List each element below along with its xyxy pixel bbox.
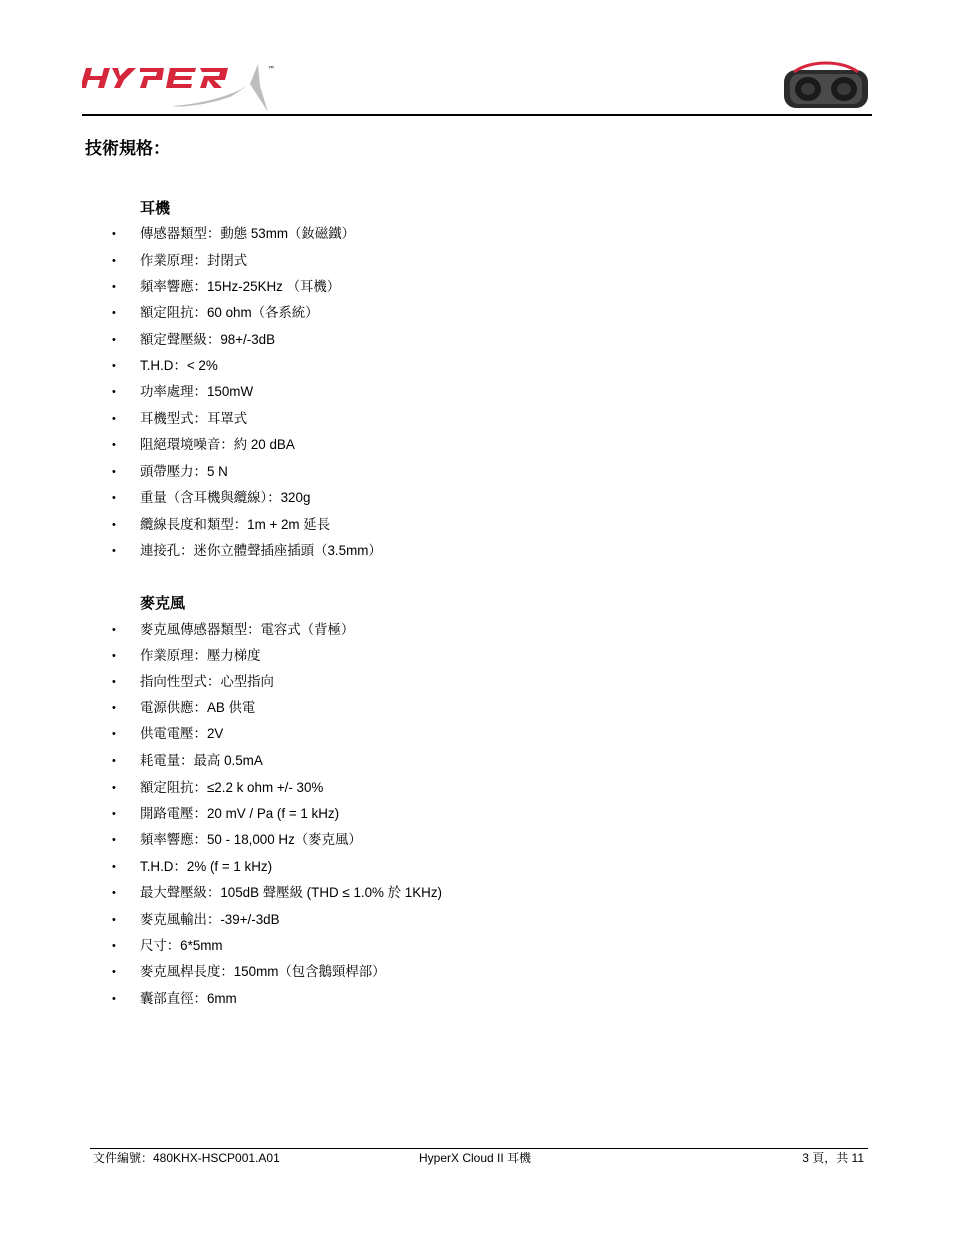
spec-text: 耗電量：最高 0.5mA [140, 753, 263, 768]
bullet-icon: • [112, 281, 116, 293]
spec-text: 額定阻抗：≤2.2 k ohm +/- 30% [140, 780, 324, 795]
bullet-icon: • [112, 728, 116, 740]
spec-text: 開路電壓：20 mV / Pa (f = 1 kHz) [140, 806, 340, 821]
bullet-icon: • [112, 808, 116, 820]
section-heading-headphones: 耳機 [140, 200, 171, 217]
spec-text: 尺寸：6*5mm [140, 938, 223, 953]
page-title: 技術規格： [85, 139, 170, 158]
page-header [82, 52, 872, 116]
bullet-icon: • [112, 360, 116, 372]
spec-text: T.H.D：< 2% [140, 358, 218, 373]
spec-text: 連接孔：迷你立體聲插座插頭（3.5mm） [140, 543, 382, 558]
bullet-icon: • [112, 413, 116, 425]
bullet-icon: • [112, 228, 116, 240]
spec-text: 電源供應：AB 供電 [140, 700, 256, 715]
bullet-icon: • [112, 940, 116, 952]
footer-product: HyperX Cloud II 耳機 [419, 1151, 532, 1165]
bullet-icon: • [112, 861, 116, 873]
bullet-icon: • [112, 334, 116, 346]
spec-text: 額定阻抗：60 ohm（各系統） [140, 305, 319, 320]
bullet-icon: • [112, 782, 116, 794]
spec-text: T.H.D：2% (f = 1 kHz) [140, 859, 273, 874]
bullet-icon: • [112, 966, 116, 978]
spec-text: 麥克風輸出：-39+/-3dB [140, 912, 280, 927]
bullet-icon: • [112, 307, 116, 319]
footer-rule [90, 1148, 868, 1149]
spec-text: 供電電壓：2V [140, 726, 224, 741]
bullet-icon: • [112, 519, 116, 531]
spec-text: 最大聲壓級：105dB 聲壓級 (THD ≤ 1.0% 於 1KHz) [140, 885, 443, 900]
spec-text: 作業原理：壓力梯度 [140, 648, 261, 663]
svg-text:™: ™ [268, 66, 274, 72]
bullet-icon: • [112, 755, 116, 767]
bullet-icon: • [112, 650, 116, 662]
bullet-icon: • [112, 702, 116, 714]
spec-text: 頻率響應：50 - 18,000 Hz（麥克風） [140, 832, 362, 847]
bullet-icon: • [112, 492, 116, 504]
spec-text: 麥克風桿長度：150mm（包含鵝頸桿部） [140, 964, 386, 979]
spec-text: 作業原理：封閉式 [140, 253, 248, 268]
bullet-icon: • [112, 676, 116, 688]
header-rule [82, 114, 872, 116]
spec-text: 囊部直徑：6mm [140, 991, 237, 1006]
spec-text: 傳感器類型：動態 53mm（釹磁鐵） [140, 226, 356, 241]
spec-text: 額定聲壓級：98+/-3dB [140, 332, 276, 347]
spec-text: 頻率響應：15Hz-25KHz （耳機） [140, 279, 341, 294]
bullet-icon: • [112, 834, 116, 846]
spec-text: 頭帶壓力：5 N [140, 464, 228, 479]
spec-text: 纜線長度和類型：1m + 2m 延長 [140, 517, 331, 532]
bullet-icon: • [112, 624, 116, 636]
footer-doc-number: 文件編號：480KHX-HSCP001.A01 [93, 1151, 280, 1165]
section-heading-microphone: 麥克風 [140, 595, 186, 612]
spec-text: 重量（含耳機與纜線）：320g [140, 490, 311, 505]
bullet-icon: • [112, 887, 116, 899]
bullet-icon: • [112, 466, 116, 478]
headset-image-icon [780, 58, 872, 112]
bullet-icon: • [112, 386, 116, 398]
footer-page-number: 3 頁，共 11 [802, 1151, 864, 1165]
spec-text: 功率處理：150mW [140, 384, 254, 399]
bullet-icon: • [112, 439, 116, 451]
bullet-icon: • [112, 914, 116, 926]
spec-text: 耳機型式：耳罩式 [140, 411, 248, 426]
bullet-icon: • [112, 545, 116, 557]
spec-text: 阻絕環境噪音：約 20 dBA [140, 437, 295, 452]
spec-text: 指向性型式：心型指向 [140, 674, 274, 689]
bullet-icon: • [112, 255, 116, 267]
spec-text: 麥克風傳感器類型：電容式（背極） [140, 622, 355, 637]
bullet-icon: • [112, 993, 116, 1005]
hyperx-logo-icon [82, 56, 282, 116]
